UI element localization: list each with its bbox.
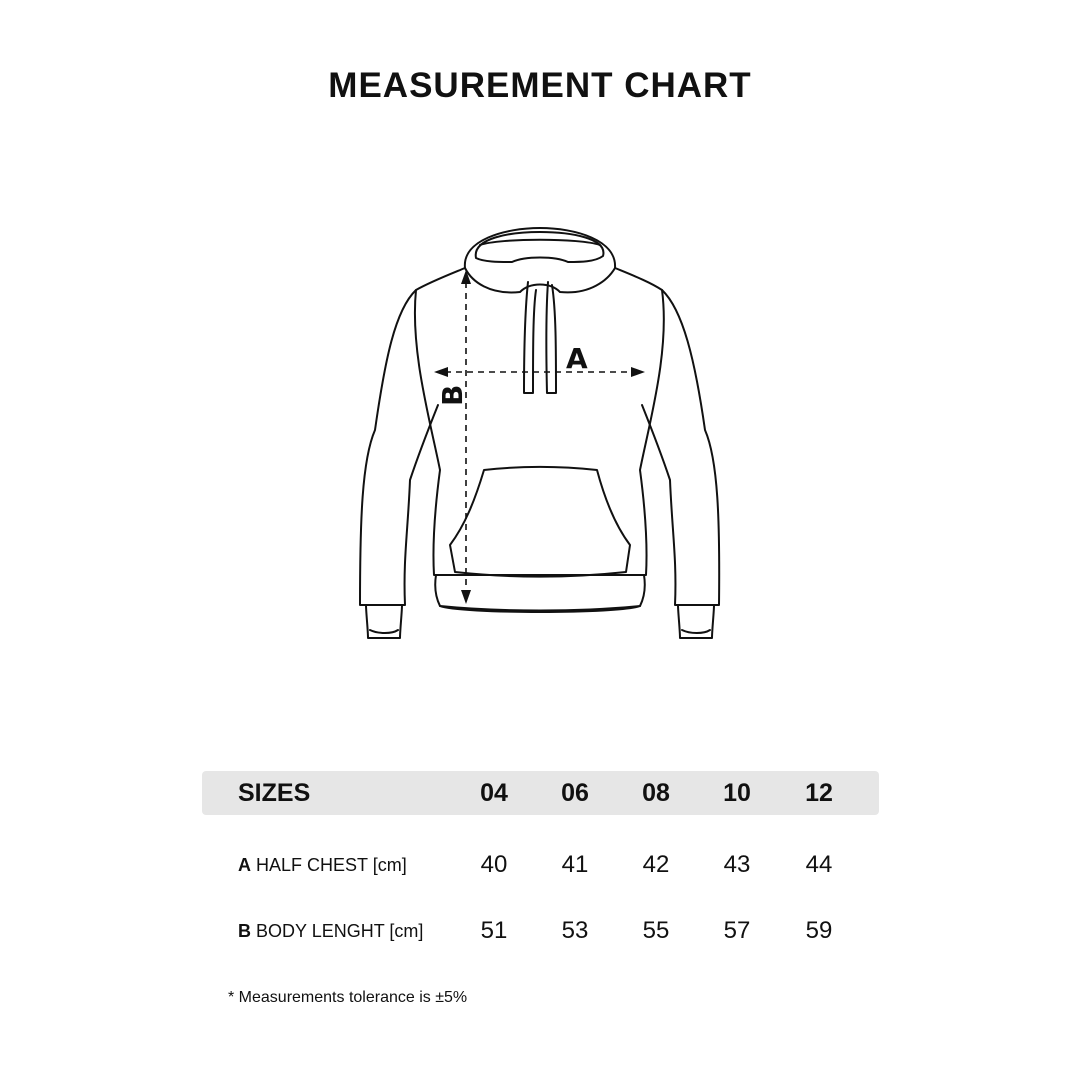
table-cell: 53 — [561, 917, 589, 944]
hoodie-illustration — [340, 215, 740, 655]
row-key: B — [238, 921, 251, 941]
table-row — [202, 833, 879, 899]
left-sleeve — [360, 290, 438, 605]
kangaroo-pocket — [450, 467, 630, 577]
body-outline — [415, 268, 664, 575]
dimension-a-label: A — [566, 342, 588, 375]
table-cell: 55 — [642, 917, 670, 944]
table-cell: 59 — [805, 917, 833, 944]
right-drawstring — [546, 282, 556, 393]
size-header: 08 — [642, 779, 670, 807]
row-label-text: BODY LENGHT [cm] — [256, 921, 424, 941]
table-header — [202, 771, 879, 815]
table-cell: 42 — [642, 851, 670, 878]
hood-opening — [476, 232, 604, 262]
size-header: 10 — [723, 779, 751, 807]
table-cell: 51 — [480, 917, 508, 944]
table-cell: 40 — [480, 851, 508, 878]
row-label-text: HALF CHEST [cm] — [256, 855, 407, 875]
dimension-b-label: B — [436, 384, 469, 406]
left-drawstring — [524, 282, 536, 393]
size-header: 12 — [805, 779, 833, 807]
right-sleeve — [642, 290, 719, 605]
size-header: 04 — [480, 779, 508, 807]
size-table — [202, 771, 879, 965]
row-label — [238, 899, 423, 963]
table-row — [202, 899, 879, 965]
tolerance-note: * Measurements tolerance is ±5% — [228, 989, 468, 1006]
row-label — [238, 833, 407, 897]
table-cell: 44 — [805, 851, 833, 878]
table-cell: 57 — [723, 917, 751, 944]
page-title: MEASUREMENT CHART — [328, 66, 752, 105]
size-header: 06 — [561, 779, 589, 807]
row-key: A — [238, 855, 251, 875]
table-cell: 41 — [561, 851, 589, 878]
sizes-header: SIZES — [238, 779, 311, 807]
table-cell: 43 — [723, 851, 751, 878]
